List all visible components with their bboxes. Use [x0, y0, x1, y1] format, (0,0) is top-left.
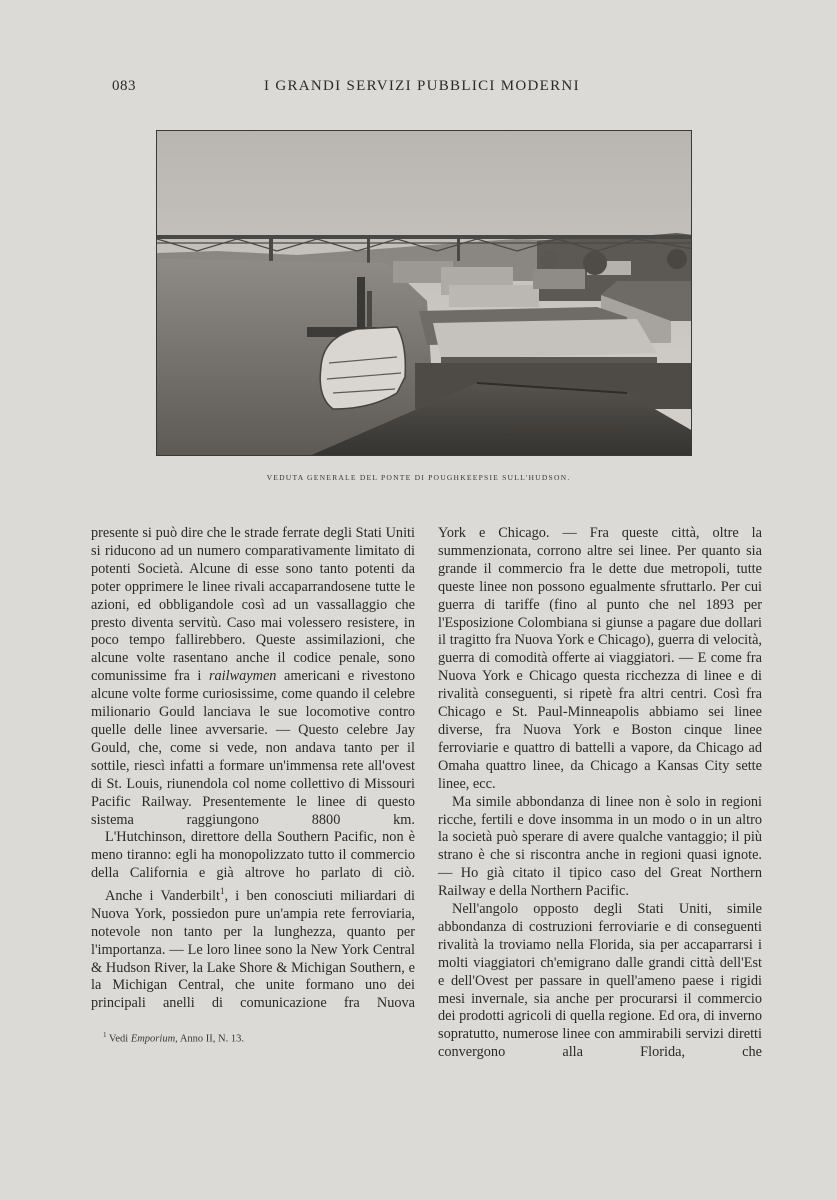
photograph-poughkeepsie-bridge — [156, 130, 692, 456]
italic-term: railwaymen — [208, 668, 277, 685]
footnote-text: Vedi — [106, 1033, 131, 1045]
footnote-italic: Emporium — [130, 1033, 176, 1045]
left-column — [91, 525, 415, 1013]
page-number: 083 — [112, 78, 136, 94]
right-column — [438, 525, 762, 1062]
footnote-marker: 1 — [103, 1031, 107, 1039]
right-paragraph-1: York e Chicago. — Fra queste città, oltre la summenzionata, corrono altre sei linee. Per quanto sia grande il commercio fra le dette due metropoli, tutte queste linee non possono egualmente sfruttarlo. Per cui guerra di tariffe (fino al punto che nel 1893 per l'Esposizione Colombiana si giunse a pagare due dollari il tragitto fra Nuova York e Chicago), guerra di velocità, guerra di comodità offerte ai viaggiatori. — E come fra Nuova York e Chicago questa ricchezza di linee e di rivalità conseguenti, si ripetè fra altri centri. Così fra Chicago e St. Paul-Minneapolis abbiamo sei linee diverse, fra Nuova York e Boston cinque linee ferroviarie e quattro di battelli a vapore, da Chicago ad Omaha quattro linee, da Chicago a Kansas City sette linee, ecc. — [438, 525, 762, 792]
left-paragraph-3 — [91, 883, 415, 1013]
footnote-text-end: , Anno II, N. 13. — [175, 1033, 244, 1045]
page-header — [0, 78, 837, 100]
figure-caption: VEDUTA GENERALE DEL PONTE DI POUGHKEEPSIE SULL'HUDSON. — [266, 473, 571, 482]
text-run: presente si può dire che le strade ferrate degli Stati Uniti si riducono ad un numero comparativamente limitato di potenti Società. Alcune di esse sono tanto potenti da poter opprimere le linee rivali accaparrandosene tutte le azioni, ed obbligandole così ad un vassallaggio che presto diventa servitù. Caso mai volessero resistere, in poco tempo fallirebbero. Queste assimilazioni, che alcune volte rasentano anche il codice penale, sono comunissime fra i — [91, 525, 415, 685]
text-run: americani e rivestono alcune volte forme curiosissime, come quando il celebre milionario Gould lanciava le sue locomotive contro quelle delle linee avversarie. — Questo celebre Jay Gould, che, come si vede, non andava tanto per il sottile, riescì infatti a formare un'immensa rete all'ovest di St. Louis, riunendola col nome collettivo di Missouri Pacific Railway. Presentemente le linee di questo sistema raggiungono 8800 km. — [91, 668, 416, 828]
left-paragraph-1 — [91, 525, 415, 829]
footnote — [103, 1031, 244, 1045]
left-paragraph-2: L'Hutchinson, direttore della Southern Pacific, non è meno tiranno: egli ha monopolizzato tutto il commercio della California e già altrove ho parlato di ciò. — [91, 829, 415, 882]
footnote-reference: 1 — [220, 886, 225, 897]
running-title: I GRANDI SERVIZI PUBBLICI MODERNI — [264, 78, 580, 94]
text-run: , i ben conosciuti miliardari di Nuova York, possiedon pure un'ampia rete ferroviaria, notevole non tanto per la lunghezza, quanto per l'importanza. — Le loro linee sono la New York Central & Hudson River, la Lake Shore & Michigan Southern, e la Michigan Central, che unite formano uno dei principali anelli di comunicazione fra Nuova — [91, 887, 415, 1012]
right-paragraph-3: Nell'angolo opposto degli Stati Uniti, simile abbondanza di costruzioni ferroviarie e di conseguenti rivalità la troviamo nella Florida, sia per accaparrarsi i molti viaggiatori ch'emigrano dalle grandi città dell'Est e dell'Ovest per passare in quell'ameno paese i rigidi mesi invernale, sia anche per procurarsi il commercio dei prodotti agricoli di quella regione. Ed ora, di inverno sopratutto, numerose linee con ammirabili servizi diretti convergono alla Florida, che — [438, 901, 762, 1061]
right-paragraph-2: Ma simile abbondanza di linee non è solo in regioni ricche, fertili e dove insomma in un modo o in un altro la società può sperare di avere qualche vantaggio; il più strano è che si riscontra anche in regioni quasi ignote. — Ho già citato il tipico caso del Great Northern Railway e della Northern Pacific. — [438, 793, 762, 900]
text-run: Anche i Vanderbilt — [105, 887, 220, 904]
